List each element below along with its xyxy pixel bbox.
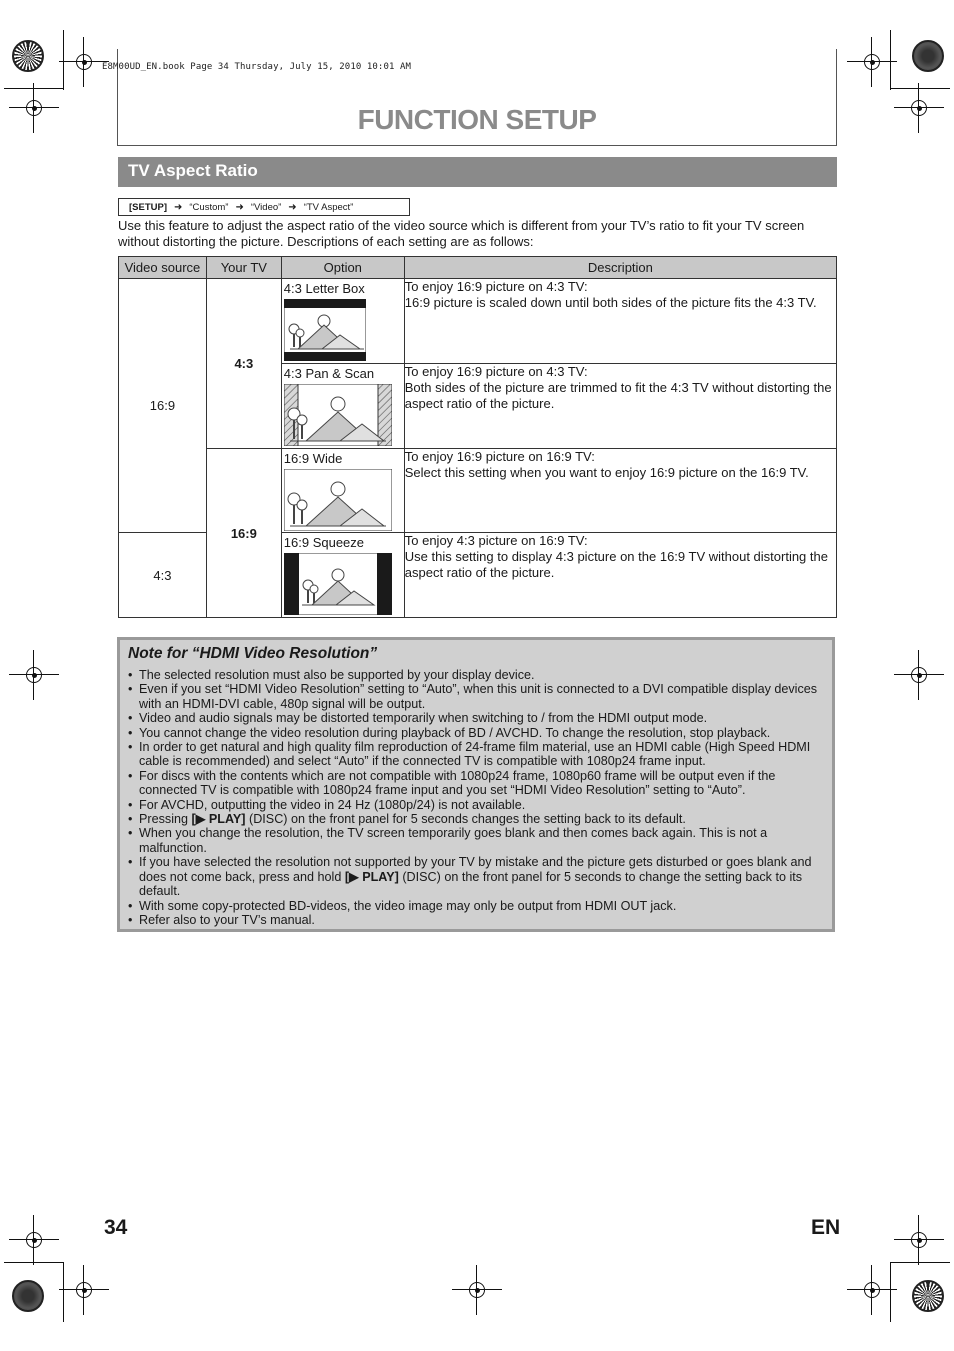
crosshair-icon <box>861 51 883 73</box>
registration-mark-icon <box>12 40 44 72</box>
crosshair-icon <box>908 1229 930 1251</box>
list-item-text: (DISC) on the front panel for 5 seconds to change the setting back to its default. <box>139 869 803 899</box>
hdmi-note-box <box>117 637 835 932</box>
section-title: TV Aspect Ratio <box>128 161 258 180</box>
trim-line <box>890 30 891 90</box>
column-header: Description <box>404 257 836 279</box>
trim-line <box>63 1262 64 1322</box>
your-tv-cell: 4:3 <box>206 279 281 449</box>
wide-illustration <box>284 469 392 531</box>
list-item: • When you change the resolution, the TV screen temporarily goes blank and then comes back again. This is not a malfunction. <box>128 826 828 855</box>
play-button-label: [▶ PLAY] <box>344 869 399 884</box>
intro-paragraph: Use this feature to adjust the aspect ratio of the video source which is different from your TV’s ratio to fit your TV screen without distorting the picture. Descriptions of each setting are as follows: <box>118 218 805 249</box>
video-source-cell: 16:9 <box>119 279 207 533</box>
trim-line <box>890 1262 891 1322</box>
crosshair-icon <box>73 51 95 73</box>
page-title: FUNCTION SETUP <box>357 104 597 135</box>
path-step: “Custom” <box>189 201 229 213</box>
letterbox-illustration <box>284 299 366 361</box>
option-label: 16:9 Squeeze <box>283 535 365 550</box>
registration-mark-icon <box>12 1280 44 1312</box>
note-title: Note for “HDMI Video Resolution” <box>128 645 378 662</box>
crosshair-icon <box>23 664 45 686</box>
description-cell <box>404 449 836 533</box>
list-item-text: Pressing <box>139 812 192 827</box>
your-tv-cell: 16:9 <box>206 449 281 618</box>
play-button-label: [▶ PLAY] <box>191 812 246 827</box>
column-header: Video source <box>119 257 207 279</box>
description-cell <box>404 364 836 449</box>
trim-line <box>890 1262 950 1263</box>
column-header: Your TV <box>206 257 281 279</box>
path-step: “Video” <box>250 201 282 213</box>
list-item: • Refer also to your TV’s manual. <box>128 913 828 927</box>
list-item <box>128 812 828 826</box>
list-item: • In order to get natural and high quality film reproduction of 24-frame film material, use an HDMI cable (High Speed HDMI cable is recommended) and select “Auto” if the connected TV is compatible with 1080p24 frame input. <box>128 740 828 769</box>
language-code: EN <box>811 1216 841 1239</box>
video-source-cell: 4:3 <box>119 533 207 618</box>
crosshair-icon <box>466 1279 488 1301</box>
page-number: 34 <box>104 1216 128 1239</box>
squeeze-illustration <box>284 553 392 615</box>
crosshair-icon <box>23 1229 45 1251</box>
trim-line <box>4 88 64 89</box>
crosshair-icon <box>73 1279 95 1301</box>
arrow-right-icon: ➜ <box>174 201 183 213</box>
description-cell <box>404 279 836 364</box>
description-body: Use this setting to display 4:3 picture on the 16:9 TV without distorting the aspect ratio of the picture. <box>404 549 828 580</box>
setup-menu-path <box>118 198 410 216</box>
description-title: To enjoy 16:9 picture on 16:9 TV: <box>404 449 595 464</box>
list-item: • You cannot change the video resolution during playback of BD / AVCHD. To change the resolution, stop playback. <box>128 726 828 740</box>
description-body: 16:9 picture is scaled down until both sides of the picture fits the 4:3 TV. <box>404 295 817 310</box>
list-item-text: (DISC) on the front panel for 5 seconds changes the setting back to its default. <box>245 812 686 827</box>
registration-mark-icon <box>912 40 944 72</box>
trim-line <box>4 1262 64 1263</box>
option-cell <box>281 364 404 449</box>
list-item <box>128 855 828 898</box>
description-title: To enjoy 4:3 picture on 16:9 TV: <box>404 533 588 548</box>
registration-mark-icon <box>912 1280 944 1312</box>
pan-scan-illustration <box>284 384 392 446</box>
list-item: • The selected resolution must also be supported by your display device. <box>128 668 828 682</box>
table-row <box>119 279 837 364</box>
section-heading-bar <box>118 157 837 187</box>
option-cell <box>281 533 404 618</box>
table-row <box>119 449 837 533</box>
description-body: Both sides of the picture are trimmed to fit the 4:3 TV without distorting the aspect ratio of the picture. <box>404 380 832 411</box>
arrow-right-icon: ➜ <box>235 201 244 213</box>
description-title: To enjoy 16:9 picture on 4:3 TV: <box>404 279 588 294</box>
note-list <box>128 668 828 927</box>
crosshair-icon <box>908 664 930 686</box>
description-cell <box>404 533 836 618</box>
description-title: To enjoy 16:9 picture on 4:3 TV: <box>404 364 588 379</box>
list-item: • For AVCHD, outputting the video in 24 Hz (1080p/24) is not available. <box>128 798 828 812</box>
option-label: 4:3 Letter Box <box>283 281 365 296</box>
trim-line <box>890 88 950 89</box>
path-root: [SETUP] <box>129 201 167 213</box>
aspect-ratio-table <box>118 256 837 618</box>
list-item: • With some copy-protected BD-videos, the video image may only be output from HDMI OUT jack. <box>128 899 828 913</box>
option-cell <box>281 449 404 533</box>
crosshair-icon <box>861 1279 883 1301</box>
list-item: • Video and audio signals may be distorted temporarily when switching to / from the HDMI output mode. <box>128 711 828 725</box>
path-step: “TV Aspect” <box>303 201 354 213</box>
column-header: Option <box>281 257 404 279</box>
list-item: • For discs with the contents which are not compatible with 1080p24 frame, 1080p60 frame will be output even if the connected TV is compatible with 1080p24 frame input and you set “HDMI Video Resolution” setting to “Auto”. <box>128 769 828 798</box>
description-body: Select this setting when you want to enjoy 16:9 picture on the 16:9 TV. <box>404 465 809 480</box>
table-header-row <box>119 257 837 279</box>
trim-line <box>63 30 64 90</box>
option-cell <box>281 279 404 364</box>
list-item-text: If you have selected the resolution not supported by your TV by mistake and the picture gets disturbed or goes blank and does not come back, press and hold <box>139 855 812 884</box>
option-label: 16:9 Wide <box>283 451 343 466</box>
option-label: 4:3 Pan & Scan <box>283 366 375 381</box>
file-info: E8M00UD_EN.book Page 34 Thursday, July 15, 2010 10:01 AM <box>102 62 412 72</box>
arrow-right-icon: ➜ <box>288 201 297 213</box>
list-item: • Even if you set “HDMI Video Resolution” setting to “Auto”, when this unit is connected to a DVI compatible display devices with an HDMI-DVI cable, 480p signal will be output. <box>128 682 828 711</box>
